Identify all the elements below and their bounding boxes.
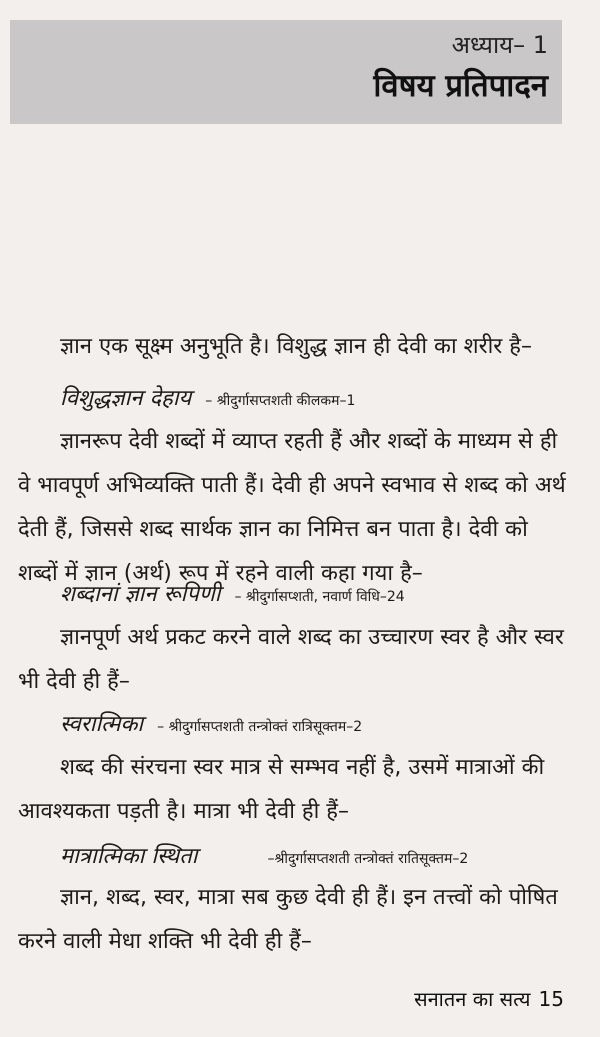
paragraph-1: ज्ञान एक सूक्ष्म अनुभूति है। विशुद्ध ज्ञान ही देवी का शरीर है–: [60, 334, 532, 359]
quote-1-source: – श्रीदुर्गासप्तशती कीलकम–1: [205, 393, 356, 409]
quote-4-text: मात्रात्मिका स्थिता: [60, 844, 198, 869]
chapter-title: विषय प्रतिपादन: [373, 68, 548, 104]
chapter-header-band: [10, 20, 562, 124]
chapter-label: अध्याय– 1: [451, 31, 548, 59]
quote-2: [60, 578, 580, 608]
page-footer: [414, 985, 564, 1012]
quote-4: [60, 840, 580, 870]
quote-1: [60, 382, 580, 412]
page-number: 15: [538, 987, 564, 1011]
paragraph-3: ज्ञानपूर्ण अर्थ प्रकट करने वाले शब्द का उच्चारण स्वर है और स्वर भी देवी ही हैं–: [18, 625, 564, 694]
quote-3-source: – श्रीदुर्गासप्तशती तन्त्रोक्तं रात्रिसूक्तम–2: [157, 719, 363, 735]
quote-3: [60, 708, 580, 738]
quote-2-text: शब्दानां ज्ञान रूपिणी: [60, 582, 221, 607]
paragraph-5: ज्ञान, शब्द, स्वर, मात्रा सब कुछ देवी ही हैं। इन तत्त्वों को पोषित करने वाली मेधा शक्ति भी देवी ही हैं–: [18, 885, 558, 954]
quote-1-text: विशुद्धज्ञान देहाय: [60, 386, 192, 411]
paragraph-2: ज्ञानरूप देवी शब्दों में व्याप्त रहती हैं और शब्दों के माध्यम से ही वे भावपूर्ण अभिव्यक्ति पाती हैं। देवी ही अपने स्वभाव से शब्द को अर्थ देती हैं, जिससे शब्द सार्थक ज्ञान का निमित्त बन पाता है। देवी को शब्दों में ज्ञान (अर्थ) रूप में रहने वाली कहा गया है–: [18, 429, 566, 586]
running-title: सनातन का सत्य: [414, 987, 531, 1011]
quote-3-text: स्वरात्मिका: [60, 712, 144, 737]
quote-4-source: –श्रीदुर्गासप्तशती तन्त्रोक्तं रातिसूक्तम–2: [267, 851, 469, 867]
quote-2-source: – श्रीदुर्गासप्शती, नवार्ण विधि–24: [234, 589, 405, 605]
paragraph-4: शब्द की संरचना स्वर मात्र से सम्भव नहीं है, उसमें मात्राओं की आवश्यकता पड़ती है। मात्रा भी देवी ही हैं–: [18, 755, 545, 824]
